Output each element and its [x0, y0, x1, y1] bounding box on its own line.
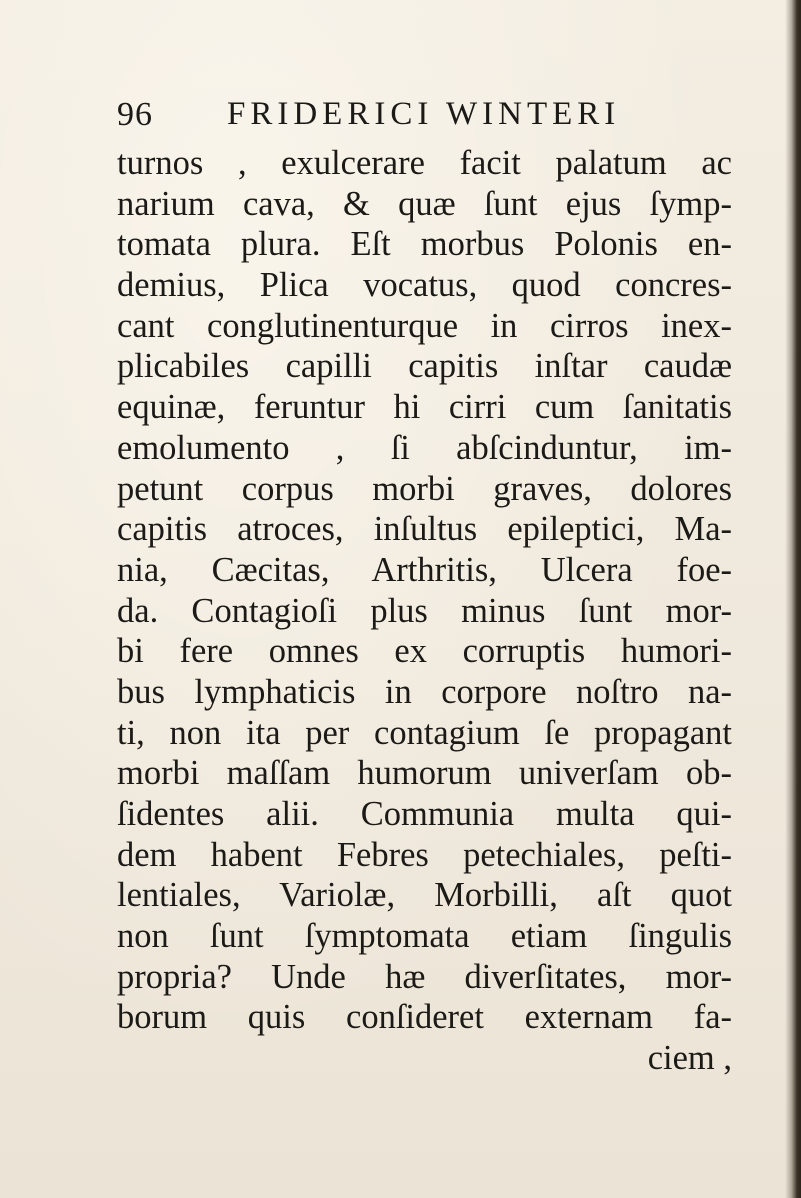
text-line: tomata plura. Eſt morbus Polonis en- [117, 225, 732, 264]
text-line: dem habent Febres petechiales, peſti- [117, 835, 732, 874]
text-line: petunt corpus morbi graves, dolores [117, 469, 732, 508]
text-line: propria? Unde hæ diverſitates, mor- [117, 957, 732, 996]
text-line: morbi maſſam humorum univerſam ob- [117, 754, 732, 793]
body-text [117, 143, 732, 1079]
text-line: plicabiles capilli capitis inſtar caudæ [117, 347, 732, 386]
text-line: lentiales, Variolæ, Morbilli, aſt quot [117, 876, 732, 915]
text-line: capitis atroces, inſultus epileptici, Ma- [117, 510, 732, 549]
page-edge-shadow [785, 0, 801, 1198]
text-line: nia, Cæcitas, Arthritis, Ulcera foe- [117, 550, 732, 589]
running-head: FRIDERICI WINTERI [227, 96, 621, 132]
text-line: turnos , exulcerare facit palatum ac [117, 144, 732, 182]
text-line: ſidentes alii. Communia multa qui- [117, 795, 732, 833]
text-line: demius, Plica vocatus, quod concres- [117, 266, 732, 305]
page-number: 96 [117, 96, 153, 133]
catchword: ciem , [647, 1039, 732, 1078]
page-header [117, 92, 737, 136]
text-line: narium cava, & quæ ſunt ejus ſymp- [117, 184, 732, 223]
text-line: borum quis conſideret externam fa- [117, 998, 732, 1037]
text-line: cant conglutinenturque in cirros inex- [117, 306, 732, 345]
text-line: equinæ, feruntur hi cirri cum ſanitatis [117, 388, 732, 427]
text-line: ti, non ita per contagium ſe propagant [117, 713, 732, 752]
text-line: bi fere omnes ex corruptis humori- [117, 632, 732, 671]
text-line: da. Contagioſi plus minus ſunt mor- [117, 591, 732, 630]
text-line: emolumento , ſi abſcinduntur, im- [117, 428, 732, 467]
text-line: bus lymphaticis in corpore noſtro na- [117, 672, 732, 711]
text-line: non ſunt ſymptomata etiam ſingulis [117, 917, 732, 956]
